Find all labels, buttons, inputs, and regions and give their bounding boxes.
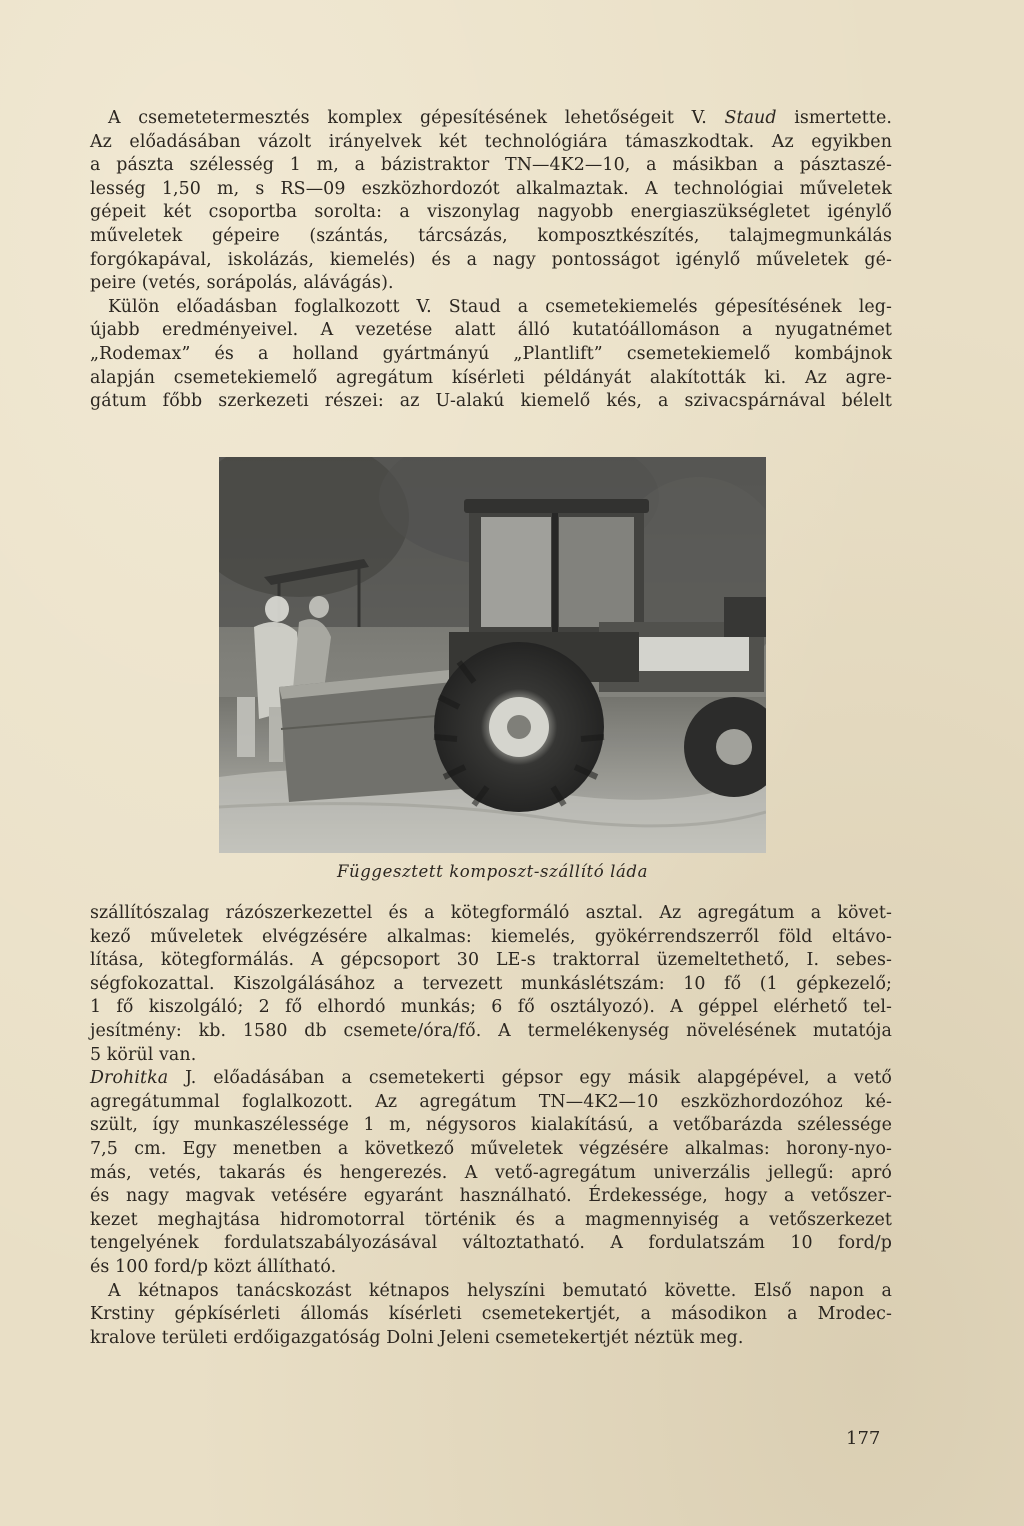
text-line: ségfokozattal. Kiszolgálásához a tervezett munkáslétszám: 10 fő (1 gépkezelő; — [90, 973, 892, 994]
text-line: Drohitka J. előadásában a csemetekerti gépsor egy másik alapgépével, a vető — [90, 1068, 892, 1089]
text-line: 1 fő kiszolgáló; 2 fő elhordó munkás; 6 fő osztályozó). A géppel elérhető tel- — [90, 997, 892, 1018]
text-line: kező műveletek elvégzésére alkalmas: kiemelés, gyökérrendszerről föld eltávo- — [90, 926, 892, 947]
text-line: gépeit két csoportba sorolta: a viszonylag nagyobb energiaszükségletet igénylő — [90, 202, 892, 223]
text-line: „Rodemax” és a holland gyártmányú „Plantlift” csemetekiemelő kombájnok — [90, 343, 892, 364]
text-line: Krstiny gépkísérleti állomás kísérleti csemetekertjét, a másodikon a Mrodec- — [90, 1304, 892, 1325]
text-line: újabb eredményeivel. A vezetése alatt álló kutatóállomáson a nyugatnémet — [90, 320, 892, 341]
text-line: A kétnapos tanácskozást kétnapos helyszíni bemutató követte. Első napon a — [108, 1280, 892, 1301]
text-line: peire (vetés, sorápolás, alávágás). — [90, 273, 394, 294]
text-line: kezet meghajtása hidromotorral történik és a magmennyiség a vetőszerkezet — [90, 1209, 892, 1230]
text-line: jesítmény: kb. 1580 db csemete/óra/fő. A termelékenység növelésének mutatója — [90, 1020, 892, 1041]
tractor-photo — [219, 457, 766, 853]
text-line: műveletek gépeire (szántás, tárcsázás, komposztkészítés, talajmegmunkálás — [90, 225, 892, 246]
text-line: és 100 ford/p közt állítható. — [90, 1256, 337, 1277]
text-line: kralove területi erdőigazgatóság Dolni Jeleni csemetekertjét néztük meg. — [90, 1327, 744, 1348]
text-line: más, vetés, takarás és hengerezés. A vető-agregátum univerzális jellegű: apró — [90, 1162, 892, 1183]
text-line: alapján csemetekiemelő agregátum kísérleti példányát alakították ki. Az agre- — [90, 367, 892, 388]
text-line: lesség 1,50 m, s RS—09 eszközhordozót alkalmaztak. A technológiai műveletek — [90, 178, 892, 199]
text-line: Külön előadásban foglalkozott V. Staud a csemetekiemelés gépesítésének leg- — [108, 296, 892, 317]
text-line: 7,5 cm. Egy menetben a következő műveletek végzésére alkalmas: horony-nyo- — [90, 1138, 892, 1159]
text-line: szállítószalag rázószerkezettel és a kötegformáló asztal. Az agregátum a követ- — [90, 903, 892, 923]
text-line: forgókapával, iskolázás, kiemelés) és a nagy pontosságot igénylő műveletek gé- — [90, 249, 892, 270]
text-line: A csemetetermesztés komplex gépesítésének lehetőségeit V. Staud ismertette. — [108, 108, 892, 128]
text-line: tengelyének fordulatszabályozásával változtatható. A fordulatszám 10 ford/p — [90, 1233, 892, 1254]
text-line: és nagy magvak vetésére egyaránt használható. Érdekessége, hogy a vetőszer- — [90, 1186, 892, 1207]
text-line: agregátummal foglalkozott. Az agregátum TN—4K2—10 eszközhordozóhoz ké- — [90, 1091, 892, 1112]
text-line: lítása, kötegformálás. A gépcsoport 30 LE-s traktorral üzemeltethető, I. sebes- — [90, 950, 892, 971]
page-number: 177 — [846, 1428, 881, 1449]
text-block-top — [90, 107, 892, 414]
text-line: gátum főbb szerkezeti részei: az U-alakú kiemelő kés, a szivacspárnával bélelt — [90, 391, 892, 412]
text-block-bottom — [90, 902, 892, 1350]
text-line: a pászta szélesség 1 m, a bázistraktor TN—4K2—10, a másikban a pásztaszé- — [90, 155, 892, 176]
text-line: 5 körül van. — [90, 1044, 197, 1065]
figure-caption: Függesztett komposzt-szállító láda — [336, 862, 649, 881]
text-line: szült, így munkaszélessége 1 m, négysoros kialakítású, a vetőbarázda szélessége — [90, 1115, 892, 1136]
text-line: Az előadásában vázolt irányelvek két technológiára támaszkodtak. Az egyikben — [90, 131, 892, 152]
